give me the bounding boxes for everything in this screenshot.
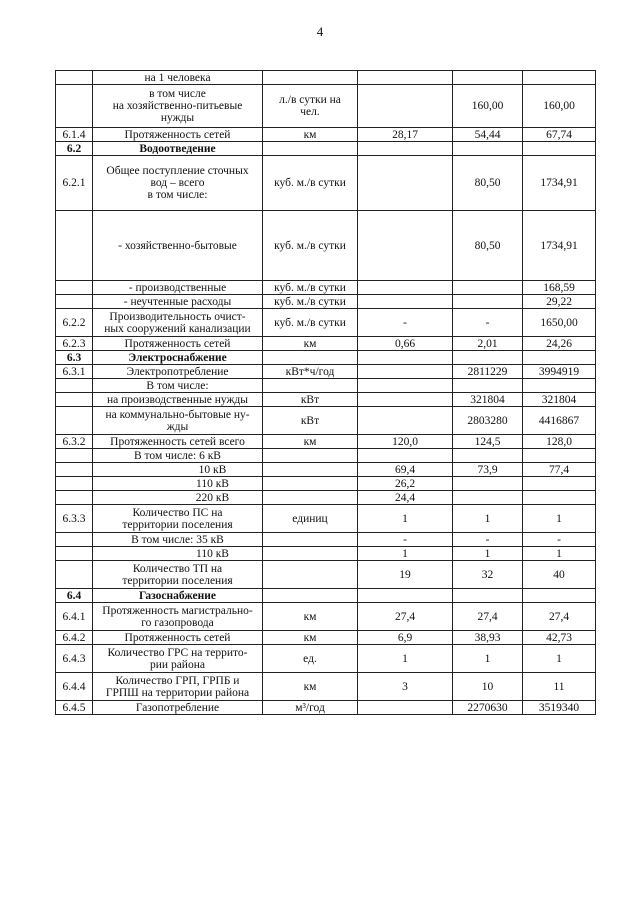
value-v3: 160,00 <box>523 85 596 128</box>
value-v2: 1 <box>453 547 523 561</box>
value-v1 <box>358 351 453 365</box>
indicator-name <box>93 379 263 393</box>
indicator-name-line: Количество ГРП, ГРПБ и <box>115 674 240 687</box>
value-v1 <box>358 365 453 379</box>
unit-cell <box>263 309 358 337</box>
value-v1 <box>358 85 453 128</box>
value-v3: 1 <box>523 505 596 533</box>
value-v1: 69,4 <box>358 463 453 477</box>
indicator-name-line: В том числе: 35 кВ <box>131 533 224 546</box>
table-row <box>56 561 596 589</box>
value-v3: 40 <box>523 561 596 589</box>
row-number: 6.4.3 <box>56 645 93 673</box>
value-v1: 1 <box>358 547 453 561</box>
indicator-name <box>93 71 263 85</box>
row-number: 6.4 <box>56 589 93 603</box>
indicator-name-line: Количество ГРС на террито- <box>107 646 248 659</box>
indicator-name-line: 110 кВ <box>196 477 229 490</box>
unit-cell <box>263 463 358 477</box>
row-number: 6.3 <box>56 351 93 365</box>
value-v2: 10 <box>453 673 523 701</box>
row-number <box>56 281 93 295</box>
value-v2 <box>453 281 523 295</box>
value-v1: - <box>358 309 453 337</box>
row-number <box>56 547 93 561</box>
indicator-name <box>93 295 263 309</box>
unit-cell <box>263 156 358 211</box>
row-number: 6.3.3 <box>56 505 93 533</box>
value-v3: 27,4 <box>523 603 596 631</box>
indicator-name-line: территории поселения <box>122 518 233 531</box>
row-number <box>56 379 93 393</box>
page-number: 4 <box>316 24 324 39</box>
value-v2 <box>453 477 523 491</box>
table-row <box>56 533 596 547</box>
unit-line: единиц <box>292 512 328 525</box>
indicator-name <box>93 365 263 379</box>
row-number <box>56 71 93 85</box>
value-v2: 73,9 <box>453 463 523 477</box>
indicator-name-line: жды <box>166 420 189 433</box>
unit-line: куб. м./в сутки <box>274 239 346 252</box>
value-v2: 1 <box>453 645 523 673</box>
indicator-name-line: Количество ТП на <box>132 562 223 575</box>
value-v1: 1 <box>358 505 453 533</box>
unit-cell <box>263 393 358 407</box>
table-row <box>56 505 596 533</box>
table-row <box>56 491 596 505</box>
unit-cell <box>263 491 358 505</box>
indicator-name-line: в том числе <box>149 88 206 100</box>
value-v3: 29,22 <box>523 295 596 309</box>
value-v1 <box>358 142 453 156</box>
indicator-name-line: Общее поступление сточных <box>106 165 249 177</box>
unit-cell <box>263 211 358 281</box>
table-row <box>56 393 596 407</box>
value-v2 <box>453 351 523 365</box>
unit-line: м³/год <box>295 701 325 714</box>
unit-cell <box>263 561 358 589</box>
indicator-name-line: вод – всего <box>150 177 205 189</box>
unit-line: кВт*ч/год <box>285 365 335 378</box>
value-v2: 32 <box>453 561 523 589</box>
indicator-name <box>93 463 263 477</box>
value-v3: 11 <box>523 673 596 701</box>
unit-cell <box>263 603 358 631</box>
value-v1: 1 <box>358 645 453 673</box>
unit-line: км <box>303 680 317 693</box>
value-v3: 3994919 <box>523 365 596 379</box>
unit-cell <box>263 701 358 715</box>
value-v2: 124,5 <box>453 435 523 449</box>
value-v1 <box>358 407 453 435</box>
value-v3: 1650,00 <box>523 309 596 337</box>
value-v2: 80,50 <box>453 211 523 281</box>
value-v1 <box>358 379 453 393</box>
indicator-name-line: го газопровода <box>141 616 214 629</box>
value-v1: 24,4 <box>358 491 453 505</box>
value-v2 <box>453 295 523 309</box>
indicator-name-line: Протяженность сетей <box>124 631 231 644</box>
value-v2: - <box>453 533 523 547</box>
value-v3: 128,0 <box>523 435 596 449</box>
value-v2 <box>453 589 523 603</box>
value-v3: 77,4 <box>523 463 596 477</box>
row-number <box>56 85 93 128</box>
value-v3: 1 <box>523 547 596 561</box>
value-v2: 2811229 <box>453 365 523 379</box>
unit-line: км <box>303 128 317 141</box>
value-v3: 67,74 <box>523 128 596 142</box>
value-v2: 54,44 <box>453 128 523 142</box>
unit-cell <box>263 128 358 142</box>
row-number: 6.2.1 <box>56 156 93 211</box>
indicator-name <box>93 477 263 491</box>
indicator-name-line: 10 кВ <box>198 463 227 476</box>
table-row <box>56 631 596 645</box>
row-number <box>56 491 93 505</box>
unit-line: км <box>303 435 317 448</box>
indicator-name-line: Электропотребление <box>126 365 229 378</box>
unit-line: куб. м./в сутки <box>274 316 346 329</box>
table-row <box>56 295 596 309</box>
value-v1: 28,17 <box>358 128 453 142</box>
value-v1: 19 <box>358 561 453 589</box>
value-v3: 168,59 <box>523 281 596 295</box>
indicator-name <box>93 337 263 351</box>
value-v1 <box>358 211 453 281</box>
value-v1: 3 <box>358 673 453 701</box>
indicator-name-line: ГРПШ на территории района <box>105 686 250 699</box>
indicator-name-line: Газопотребление <box>135 701 220 714</box>
indicator-name-line: Водоотведение <box>139 142 216 155</box>
unit-cell <box>263 477 358 491</box>
row-number <box>56 449 93 463</box>
value-v3: 3519340 <box>523 701 596 715</box>
value-v2 <box>453 142 523 156</box>
value-v3: 4416867 <box>523 407 596 435</box>
indicator-name-line: - хозяйственно-бытовые <box>118 239 237 252</box>
row-number: 6.4.5 <box>56 701 93 715</box>
table-row <box>56 309 596 337</box>
indicator-name <box>93 547 263 561</box>
indicator-name-line: Протяженность сетей всего <box>110 435 245 448</box>
value-v3 <box>523 71 596 85</box>
indicator-name-line: - неучтенные расходы <box>123 295 232 308</box>
value-v2: - <box>453 309 523 337</box>
value-v2: 38,93 <box>453 631 523 645</box>
unit-line: куб. м./в сутки <box>274 281 346 294</box>
value-v1 <box>358 589 453 603</box>
indicator-name-line: на производственные нужды <box>107 393 248 406</box>
unit-cell <box>263 435 358 449</box>
value-v1 <box>358 449 453 463</box>
unit-cell <box>263 631 358 645</box>
value-v3: 321804 <box>523 393 596 407</box>
value-v3: - <box>523 533 596 547</box>
row-number: 6.4.1 <box>56 603 93 631</box>
indicator-name <box>93 561 263 589</box>
indicator-name <box>93 351 263 365</box>
indicator-name <box>93 156 263 211</box>
unit-cell <box>263 281 358 295</box>
table-row <box>56 449 596 463</box>
value-v1: 6,9 <box>358 631 453 645</box>
unit-line: л./в сутки на <box>279 94 341 106</box>
table-row <box>56 477 596 491</box>
value-v2 <box>453 449 523 463</box>
value-v2 <box>453 379 523 393</box>
table-row <box>56 211 596 281</box>
value-v1: 26,2 <box>358 477 453 491</box>
value-v3 <box>523 351 596 365</box>
indicator-name <box>93 603 263 631</box>
unit-cell <box>263 407 358 435</box>
unit-cell <box>263 533 358 547</box>
indicator-name-line: рии района <box>150 658 205 671</box>
indicator-name-line: - производственные <box>128 281 227 294</box>
indicator-name-line: Протяженность сетей <box>124 337 231 350</box>
indicator-name <box>93 309 263 337</box>
table-row <box>56 645 596 673</box>
table-row <box>56 365 596 379</box>
row-number: 6.1.4 <box>56 128 93 142</box>
value-v1: 27,4 <box>358 603 453 631</box>
row-number: 6.2.3 <box>56 337 93 351</box>
value-v1 <box>358 295 453 309</box>
indicator-name-line: Производительность очист- <box>109 310 246 323</box>
table-row <box>56 435 596 449</box>
value-v2: 2803280 <box>453 407 523 435</box>
table-row <box>56 156 596 211</box>
indicator-name-line: В том числе: 6 кВ <box>134 449 221 462</box>
value-v3 <box>523 477 596 491</box>
value-v3: 1 <box>523 645 596 673</box>
indicator-name-line: 220 кВ <box>195 491 230 504</box>
unit-cell <box>263 351 358 365</box>
value-v3 <box>523 142 596 156</box>
value-v3 <box>523 449 596 463</box>
value-v2: 27,4 <box>453 603 523 631</box>
value-v1: 120,0 <box>358 435 453 449</box>
value-v2: 1 <box>453 505 523 533</box>
indicator-name-line: Протяженность сетей <box>124 128 231 141</box>
value-v1 <box>358 156 453 211</box>
value-v3: 42,73 <box>523 631 596 645</box>
row-number <box>56 393 93 407</box>
row-number <box>56 477 93 491</box>
unit-line: куб. м./в сутки <box>274 177 346 189</box>
value-v1 <box>358 71 453 85</box>
unit-cell <box>263 505 358 533</box>
row-number <box>56 295 93 309</box>
indicator-name-line: нужды <box>160 112 195 124</box>
value-v1: - <box>358 533 453 547</box>
unit-cell <box>263 365 358 379</box>
unit-cell <box>263 85 358 128</box>
indicator-name-line: на 1 человека <box>144 71 211 84</box>
indicator-name-line: Газоснабжение <box>139 589 216 602</box>
table-row <box>56 128 596 142</box>
table-row <box>56 603 596 631</box>
value-v3 <box>523 491 596 505</box>
unit-cell <box>263 645 358 673</box>
unit-cell <box>263 295 358 309</box>
row-number: 6.3.2 <box>56 435 93 449</box>
unit-cell <box>263 142 358 156</box>
indicator-name-line: ных сооружений канализации <box>104 322 251 335</box>
indicators-table <box>55 70 596 715</box>
indicator-name-line: В том числе: <box>146 379 209 392</box>
unit-cell <box>263 71 358 85</box>
unit-cell <box>263 337 358 351</box>
row-number: 6.4.4 <box>56 673 93 701</box>
indicator-name <box>93 142 263 156</box>
indicator-name-line: на хозяйственно-питьевые <box>112 100 243 112</box>
value-v1 <box>358 701 453 715</box>
indicator-name-line: Электроснабжение <box>128 351 227 364</box>
unit-cell <box>263 449 358 463</box>
value-v2: 321804 <box>453 393 523 407</box>
value-v3 <box>523 379 596 393</box>
indicator-name <box>93 449 263 463</box>
value-v3 <box>523 589 596 603</box>
value-v2 <box>453 71 523 85</box>
table-row <box>56 85 596 128</box>
value-v2 <box>453 491 523 505</box>
value-v3: 1734,91 <box>523 211 596 281</box>
indicator-name <box>93 491 263 505</box>
indicator-name-line: территории поселения <box>122 574 233 587</box>
indicator-name-line: в том числе: <box>147 189 208 201</box>
indicator-name <box>93 211 263 281</box>
row-number <box>56 561 93 589</box>
table-row <box>56 673 596 701</box>
unit-cell <box>263 589 358 603</box>
value-v3: 1734,91 <box>523 156 596 211</box>
row-number: 6.4.2 <box>56 631 93 645</box>
indicator-name <box>93 85 263 128</box>
indicator-name <box>93 673 263 701</box>
unit-line: ед. <box>303 652 317 665</box>
value-v2: 2,01 <box>453 337 523 351</box>
indicator-name <box>93 407 263 435</box>
row-number: 6.2.2 <box>56 309 93 337</box>
unit-line: кВт <box>300 414 320 427</box>
table-row <box>56 589 596 603</box>
unit-line: чел. <box>300 106 320 118</box>
row-number <box>56 407 93 435</box>
unit-line: км <box>303 631 317 644</box>
indicator-name <box>93 128 263 142</box>
indicator-name <box>93 505 263 533</box>
row-number: 6.2 <box>56 142 93 156</box>
table-row <box>56 142 596 156</box>
indicator-name-line: Количество ПС на <box>132 506 223 519</box>
row-number <box>56 533 93 547</box>
unit-line: км <box>303 337 317 350</box>
indicator-name <box>93 645 263 673</box>
unit-line: куб. м./в сутки <box>274 295 346 308</box>
unit-cell <box>263 379 358 393</box>
row-number <box>56 463 93 477</box>
indicator-name-line: Протяженность магистрально- <box>102 604 253 617</box>
indicator-name <box>93 631 263 645</box>
indicator-name-line: 110 кВ <box>196 547 229 560</box>
table-row <box>56 407 596 435</box>
table-row <box>56 281 596 295</box>
table-row <box>56 337 596 351</box>
row-number <box>56 211 93 281</box>
indicator-name-line: на коммунально-бытовые ну- <box>105 408 250 421</box>
unit-cell <box>263 547 358 561</box>
value-v1 <box>358 281 453 295</box>
value-v3: 24,26 <box>523 337 596 351</box>
table-row <box>56 71 596 85</box>
value-v2: 2270630 <box>453 701 523 715</box>
value-v2: 160,00 <box>453 85 523 128</box>
table-row <box>56 547 596 561</box>
table-row <box>56 463 596 477</box>
table-row <box>56 351 596 365</box>
value-v1 <box>358 393 453 407</box>
unit-line: км <box>303 610 317 623</box>
unit-cell <box>263 673 358 701</box>
indicator-name <box>93 533 263 547</box>
table-row <box>56 379 596 393</box>
table-row <box>56 701 596 715</box>
unit-line: кВт <box>300 393 320 406</box>
row-number: 6.3.1 <box>56 365 93 379</box>
indicator-name <box>93 589 263 603</box>
indicator-name <box>93 281 263 295</box>
value-v2: 80,50 <box>453 156 523 211</box>
indicator-name <box>93 393 263 407</box>
value-v1: 0,66 <box>358 337 453 351</box>
indicator-name <box>93 701 263 715</box>
indicator-name <box>93 435 263 449</box>
